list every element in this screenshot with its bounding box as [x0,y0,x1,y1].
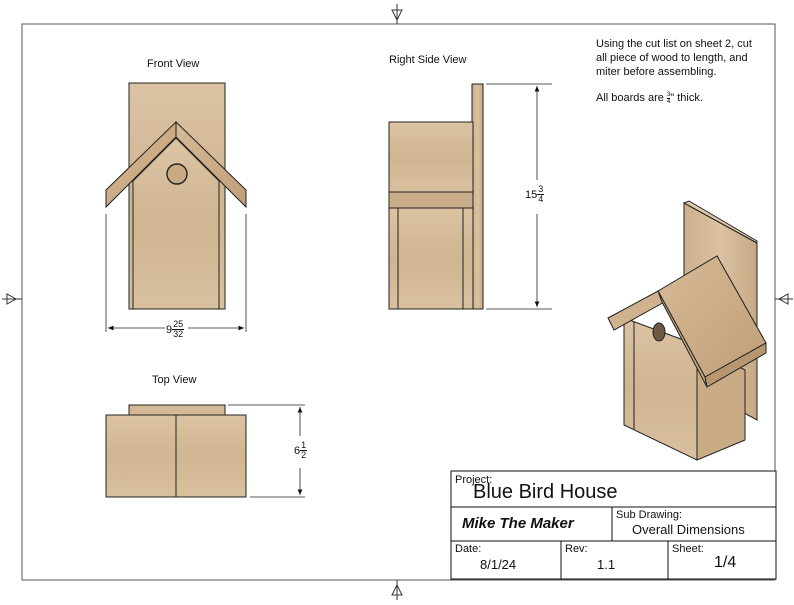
note-line-1: Using the cut list on sheet 2, cut [596,38,752,50]
isometric-view-drawing [608,201,766,460]
top-roof-right [176,415,246,497]
top-view-label: Top View [152,374,197,386]
note-line-3: miter before assembling. [596,66,717,78]
side-view-drawing [389,84,483,309]
rev-value: 1.1 [597,557,616,572]
front-width-value: 9 $\frac{25}{32}$ [166,319,184,339]
side-height-value: 15 $\frac{3}{4}$ [525,184,544,204]
date-value: 8/1/24 [480,557,517,572]
thickness-fraction: $\frac{3}{4}$ [666,91,671,105]
project-label: Project: [455,474,493,486]
note-line-2: all piece of wood to length, and [596,52,748,64]
sub-drawing-label: Sub Drawing: [616,509,683,521]
rev-label: Rev: [565,543,588,555]
entrance-hole [167,164,187,184]
front-view-label: Front View [147,58,200,70]
side-roof-edge [389,192,473,208]
date-label: Date: [455,543,482,555]
side-back-board [472,84,483,309]
top-roof-left [106,415,176,497]
thickness-note: All boards are $\frac{3}{4}$ " thick. [596,91,703,105]
iso-entrance-hole [653,323,665,341]
assembly-notes [596,37,752,105]
project-name: Blue Bird House [473,481,618,503]
side-panel [389,208,473,309]
sub-drawing-value: Overall Dimensions [632,522,745,537]
top-back-board [129,405,225,415]
top-view-drawing [106,405,246,497]
side-view-label: Right Side View [389,54,467,66]
sheet-value: 1/4 [714,554,737,571]
side-roof [389,122,473,192]
front-view-drawing [106,83,246,309]
sheet-label: Sheet: [672,543,704,555]
top-depth-value: 6 $\frac{1}{2}$ [294,440,307,460]
maker-name: Mike The Maker [462,515,574,532]
